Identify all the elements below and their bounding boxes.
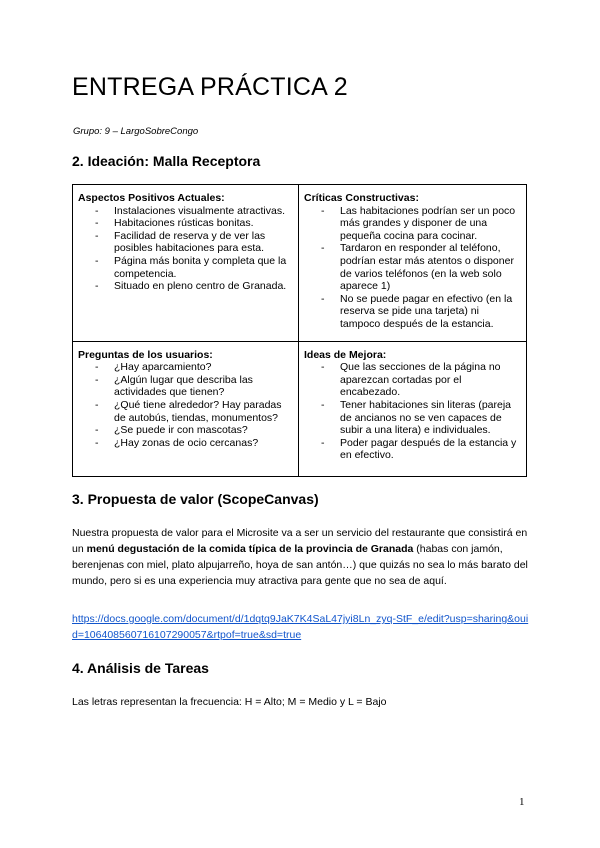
cell-title: Críticas Constructivas: — [304, 192, 419, 204]
list-item: - ¿Qué tiene alrededor? Hay paradas de autobús, tiendas, monumentos? — [78, 399, 293, 424]
section-heading-analisis: 4. Análisis de Tareas — [72, 660, 209, 676]
document-title: ENTREGA PRÁCTICA 2 — [72, 73, 348, 101]
page-number: 1 — [519, 796, 525, 808]
list-item: - No se puede pagar en efectivo (en la reserva se pide una tarjeta) ni tampoco después de la estancia. — [304, 293, 521, 331]
bullet-list — [78, 361, 293, 449]
list-item: - ¿Hay aparcamiento? — [78, 361, 293, 374]
propuesta-paragraph — [72, 525, 530, 589]
table-row — [73, 185, 527, 342]
table-row — [73, 341, 527, 476]
cell-criticas-constructivas — [299, 185, 527, 342]
list-item: - ¿Se puede ir con mascotas? — [78, 424, 293, 437]
cell-title: Preguntas de los usuarios: — [78, 348, 213, 361]
list-item: - Habitaciones rústicas bonitas. — [78, 217, 293, 230]
list-item: - Poder pagar después de la estancia y en efectivo. — [304, 437, 521, 462]
list-item: - Tardaron en responder al teléfono, podrían estar más atentos o disponer de varios teléfonos (en la web solo aparece 1) — [304, 242, 521, 292]
bullet-list — [78, 205, 293, 293]
frequency-legend-text: Las letras representan la frecuencia: H = Alto; M = Medio y L = Bajo — [72, 696, 387, 708]
propuesta-text-end: (habas con jamón, berenjenas con miel, plato alpujarreño, hoya de san antón…) que quizás no sea lo más barato del mundo, pero si es una experiencia muy atractiva para gente que no sea de aquí. — [72, 543, 528, 587]
cell-ideas-mejora — [299, 341, 527, 476]
section-heading-propuesta: 3. Propuesta de valor (ScopeCanvas) — [72, 491, 319, 507]
cell-aspectos-positivos — [73, 185, 299, 342]
cell-title: Aspectos Positivos Actuales: — [78, 192, 225, 204]
cell-title: Ideas de Mejora: — [304, 348, 387, 361]
list-item: - ¿Algún lugar que describa las actividades que tienen? — [78, 374, 293, 399]
list-item: - Situado en pleno centro de Granada. — [78, 280, 293, 293]
bullet-list — [304, 205, 521, 331]
scope-canvas-link[interactable]: https://docs.google.com/document/d/1dqtq9JaK7K4SaL47jyi8Ln_zyq-StF_e/edit?usp=sharing&ouid=106408560716107290057&rtpof=true&sd=true — [72, 613, 529, 641]
list-item: - Página más bonita y completa que la competencia. — [78, 255, 293, 280]
malla-receptora-table — [72, 184, 527, 477]
section-heading-ideacion: 2. Ideación: Malla Receptora — [72, 153, 261, 169]
group-label: Grupo: 9 – LargoSobreCongo — [73, 126, 199, 137]
list-item: - Instalaciones visualmente atractivas. — [78, 205, 293, 218]
propuesta-text-bold: menú degustación de la comida típica de la provincia de Granada — [86, 543, 414, 555]
propuesta-text-start: Nuestra propuesta de valor para el Microsite va a ser un servicio del restaurante que consistirá en un — [72, 527, 528, 555]
cell-preguntas-usuarios — [73, 341, 299, 476]
list-item: - Facilidad de reserva y de ver las posibles habitaciones para esta. — [78, 230, 293, 255]
list-item: - Tener habitaciones sin literas (pareja de ancianos no se ven capaces de subir a una litera) e individuales. — [304, 399, 521, 437]
list-item: - Las habitaciones podrían ser un poco más grandes y disponer de una pequeña cocina para cocinar. — [304, 205, 521, 243]
bullet-list — [304, 361, 521, 462]
list-item: - Que las secciones de la página no aparezcan cortadas por el encabezado. — [304, 361, 521, 399]
list-item: - ¿Hay zonas de ocio cercanas? — [78, 437, 293, 450]
